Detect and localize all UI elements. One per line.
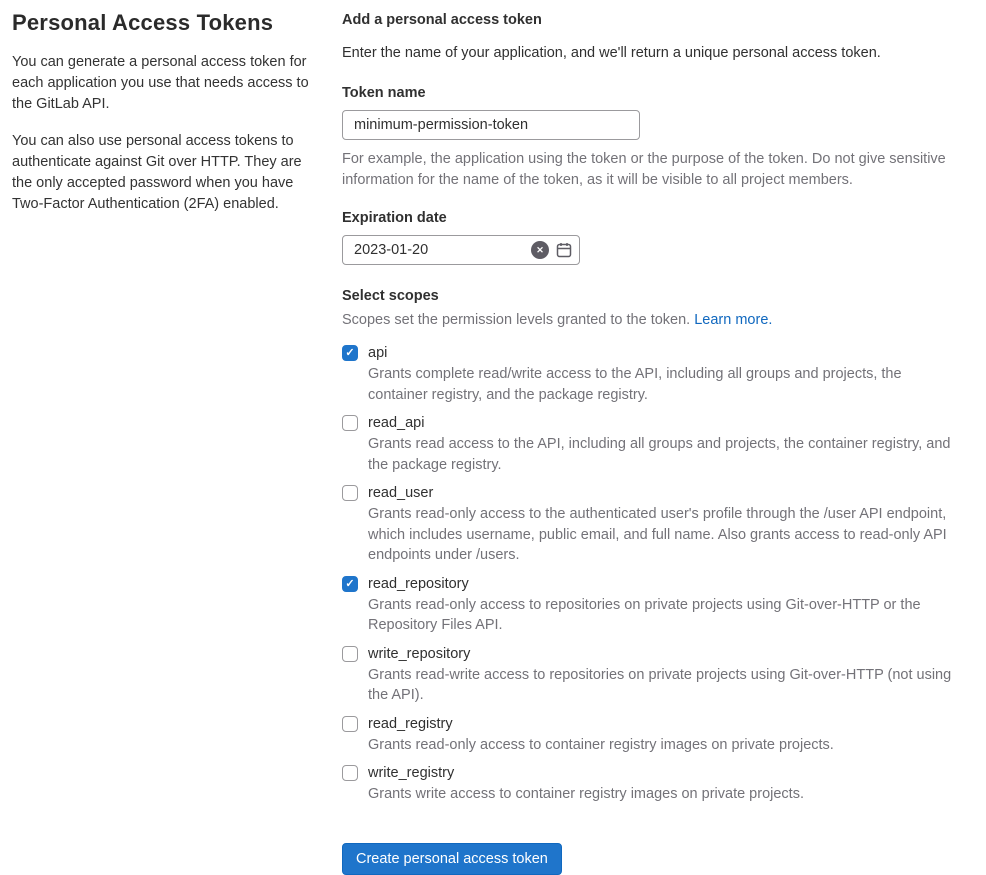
scope-row-api <box>342 345 963 405</box>
scope-description-read-registry: Grants read-only access to container registry images on private projects. <box>368 736 834 753</box>
scope-description-write-registry: Grants write access to container registry images on private projects. <box>368 786 804 802</box>
calendar-icon[interactable] <box>556 242 572 258</box>
learn-more-link[interactable]: Learn more. <box>694 312 773 328</box>
token-name-help: For example, the application using the token or the purpose of the token. Do not give sensitive information for the name of the token, as it will be visible to all project members. <box>342 151 946 188</box>
scope-row-write-repository <box>342 646 963 706</box>
scope-row-read-user <box>342 485 963 566</box>
form-title: Add a personal access token <box>342 12 542 28</box>
scope-description-api: Grants complete read/write access to the API, including all groups and projects, the container registry, and the package registry. <box>368 366 902 403</box>
clear-date-icon[interactable]: ✕ <box>531 241 549 259</box>
scope-label-read-registry[interactable]: read_registry <box>368 715 453 732</box>
scope-label-read-user[interactable]: read_user <box>368 485 434 501</box>
intro-paragraph-1: You can generate a personal access token for each application you use that needs access to the GitLab API. <box>12 54 309 112</box>
scope-description-read-api: Grants read access to the API, including all groups and projects, the container registry, and the package registry. <box>368 436 951 473</box>
checkbox-read-repository[interactable] <box>342 576 358 592</box>
checkbox-write-repository[interactable] <box>342 646 358 662</box>
scope-label-api[interactable]: api <box>368 345 388 361</box>
scope-row-write-registry <box>342 765 963 805</box>
token-name-input[interactable] <box>342 110 640 140</box>
scopes-help <box>342 310 963 330</box>
scope-description-read-user: Grants read-only access to the authenticated user's profile through the /user API endpoint, which includes username, public email, and full name. Also grants access to read-only API endpoints under /users. <box>368 506 947 563</box>
checkbox-read-api[interactable] <box>342 415 358 431</box>
scope-description-read-repository: Grants read-only access to repositories on private projects using Git-over-HTTP or the Repository Files API. <box>368 596 921 633</box>
scope-row-read-api <box>342 415 963 475</box>
checkbox-read-registry[interactable] <box>342 716 358 732</box>
scope-label-write-repository[interactable]: write_repository <box>368 645 471 662</box>
scopes-list <box>342 345 963 805</box>
checkbox-read-user[interactable] <box>342 485 358 501</box>
scope-label-read-repository[interactable]: read_repository <box>368 575 469 592</box>
intro-paragraph-2: You can also use personal access tokens to authenticate against Git over HTTP. They are the only accepted password when you have Two-Factor Authentication (2FA) enabled. <box>12 133 302 212</box>
select-scopes-label: Select scopes <box>342 288 439 304</box>
settings-section-description <box>12 8 317 875</box>
scope-description-write-repository: Grants read-write access to repositories on private projects using Git-over-HTTP (not using the API). <box>368 666 952 703</box>
create-token-button[interactable]: Create personal access token <box>342 843 562 875</box>
expiration-date-label: Expiration date <box>342 210 447 226</box>
page-title: Personal Access Tokens <box>12 10 274 35</box>
add-token-form <box>342 8 963 875</box>
scopes-help-text: Scopes set the permission levels granted to the token. <box>342 312 691 328</box>
date-field-icons <box>531 235 572 265</box>
checkbox-write-registry[interactable] <box>342 765 358 781</box>
expiration-date-field <box>342 235 580 265</box>
scope-label-read-api[interactable]: read_api <box>368 415 425 431</box>
checkbox-api[interactable] <box>342 345 358 361</box>
scope-row-read-registry <box>342 716 963 756</box>
scope-row-read-repository <box>342 576 963 636</box>
scope-label-write-registry[interactable]: write_registry <box>368 765 455 781</box>
form-subtitle: Enter the name of your application, and we'll return a unique personal access token. <box>342 45 881 61</box>
token-name-label: Token name <box>342 85 426 101</box>
